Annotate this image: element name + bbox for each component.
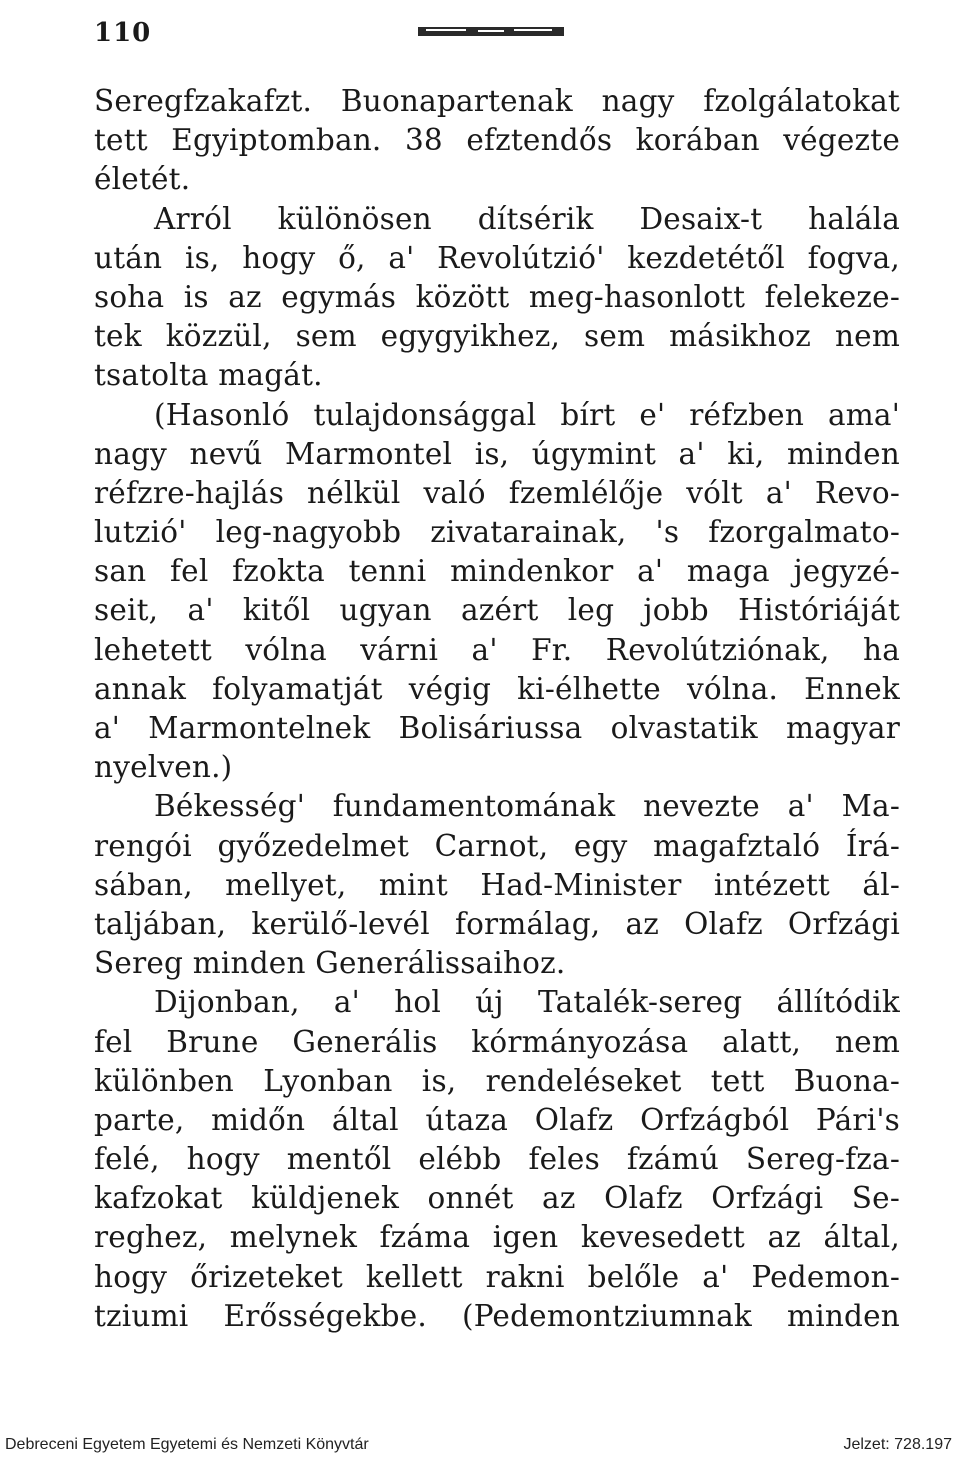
- text-line: tsatolta magát.: [94, 358, 323, 393]
- text-line: sában, mellyet, mint Had-Minister intézett ál-: [94, 867, 900, 902]
- text-line: seit, a' kitől ugyan azért leg jobb Históriáját: [94, 593, 900, 628]
- text-line: Seregfzakafzt. Buonapartenak nagy fzolgálatokat: [94, 84, 900, 118]
- text-line: san fel fzokta tenni mindenkor a' maga jegyzé-: [94, 554, 900, 589]
- text-line: nyelven.): [94, 750, 233, 785]
- text-line: életét.: [94, 162, 191, 197]
- text-line: tziumi Erősségekbe. (Pedemontziumnak minden: [94, 1298, 900, 1333]
- text-line: reghez, melynek fzáma igen kevesedett az által,: [94, 1220, 900, 1255]
- text-line: (Hasonló tulajdonsággal bírt e' réfzben ama': [154, 397, 900, 432]
- text-line: a' Marmontelnek Bolisáriussa olvastatik magyar: [94, 711, 900, 745]
- text-line: annak folyamatját végig ki-élhette vólna. Ennek: [94, 671, 900, 706]
- text-line: tek közzül, sem egygyikhez, sem másikhoz nem: [94, 319, 900, 354]
- text-line: hogy őrizeteket kellett rakni belőle a' Pedemon-: [94, 1259, 900, 1294]
- text-line: fel Brune Generális kórmányozása alatt, nem: [94, 1024, 900, 1059]
- text-line: kafzokat küldjenek onnét az Olafz Orfzági Se-: [94, 1181, 900, 1216]
- text-line: Arról különösen dítsérik Desaix-t halála: [154, 201, 900, 236]
- text-line: parte, midőn által útaza Olafz Orfzágból Pári's: [94, 1102, 900, 1137]
- text-line: lutzió' leg-nagyobb zivatarainak, 's fzorgalmato-: [94, 515, 900, 550]
- text-line: különben Lyonban is, rendeléseket tett Buona-: [94, 1063, 900, 1098]
- page-number: 110: [94, 18, 152, 48]
- text-line: rengói győzedelmet Carnot, egy magafztaló Írá-: [94, 828, 900, 863]
- text-line: tett Egyiptomban. 38 efztendős korában végezte: [94, 123, 900, 158]
- text-line: soha is az egymás között meg-hasonlott felekeze-: [94, 279, 900, 314]
- text-line: Békesség' fundamentomának nevezte a' Ma-: [154, 789, 900, 824]
- text-line: lehetett vólna várni a' Fr. Revolútziónak, ha: [94, 632, 900, 667]
- text-line: nagy nevű Marmontel is, úgymint a' ki, minden: [94, 436, 900, 471]
- text-line: réfzre-hajlás nélkül való fzemlélője vólt a' Revo-: [94, 475, 900, 510]
- library-credit: Debreceni Egyetem Egyetemi és Nemzeti Könyvtár: [5, 1436, 369, 1453]
- text-line: után is, hogy ő, a' Revolútzió' kezdetétől fogva,: [94, 240, 900, 275]
- text-line: Dijonban, a' hol új Tatalék-sereg állítódik: [154, 985, 900, 1020]
- scan-footer: [0, 1436, 960, 1460]
- text-body: [94, 82, 900, 1336]
- text-line: taljában, kerülő-levél formálag, az Olafz Orfzági: [94, 906, 900, 941]
- ornament-rule: [418, 24, 564, 38]
- text-line: Sereg minden Generálissaihoz.: [94, 946, 566, 981]
- text-line: felé, hogy mentől elébb feles fzámú Sereg-fza-: [94, 1142, 900, 1177]
- shelfmark: Jelzet: 728.197: [843, 1436, 952, 1453]
